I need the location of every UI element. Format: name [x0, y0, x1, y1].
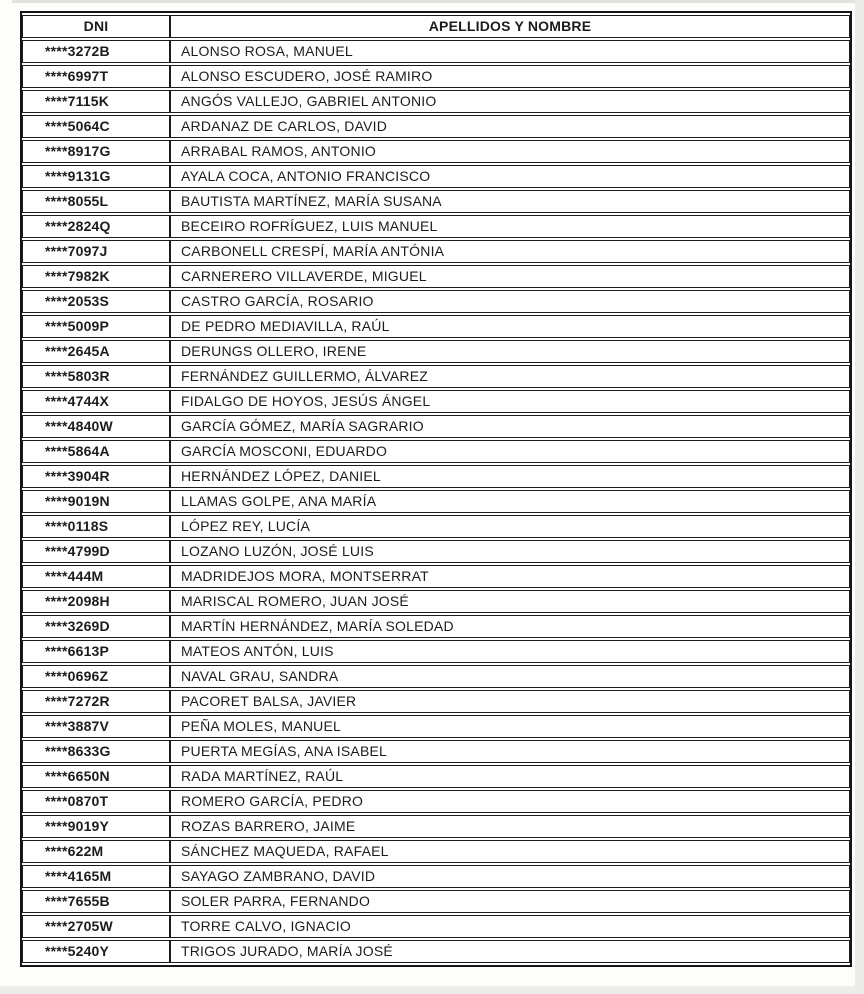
name-cell: ROZAS BARRERO, JAIME	[170, 815, 850, 838]
dni-cell: ****5064C	[22, 115, 170, 138]
name-cell: MARTÍN HERNÁNDEZ, MARÍA SOLEDAD	[170, 615, 850, 638]
dni-cell: ****3272B	[22, 40, 170, 63]
dni-cell: ****4165M	[22, 865, 170, 888]
name-cell: MATEOS ANTÓN, LUIS	[170, 640, 850, 663]
name-cell: SÁNCHEZ MAQUEDA, RAFAEL	[170, 840, 850, 863]
name-cell: AYALA COCA, ANTONIO FRANCISCO	[170, 165, 850, 188]
table-row	[22, 940, 850, 963]
dni-cell: ****3269D	[22, 615, 170, 638]
dni-cell: ****622M	[22, 840, 170, 863]
table-row	[22, 90, 850, 113]
dni-cell: ****0118S	[22, 515, 170, 538]
dni-cell: ****6997T	[22, 65, 170, 88]
dni-cell: ****9019Y	[22, 815, 170, 838]
name-cell: ALONSO ESCUDERO, JOSÉ RAMIRO	[170, 65, 850, 88]
dni-cell: ****9131G	[22, 165, 170, 188]
table-row	[22, 215, 850, 238]
table-row	[22, 190, 850, 213]
table-row	[22, 365, 850, 388]
dni-cell: ****9019N	[22, 490, 170, 513]
table-row	[22, 540, 850, 563]
column-header-apellidos-y-nombre: APELLIDOS Y NOMBRE	[170, 15, 850, 38]
dni-cell: ****2645A	[22, 340, 170, 363]
name-cell: BECEIRO ROFRÍGUEZ, LUIS MANUEL	[170, 215, 850, 238]
table-row	[22, 615, 850, 638]
name-cell: LÓPEZ REY, LUCÍA	[170, 515, 850, 538]
dni-cell: ****7115K	[22, 90, 170, 113]
name-cell: HERNÁNDEZ LÓPEZ, DANIEL	[170, 465, 850, 488]
dni-cell: ****7982K	[22, 265, 170, 288]
name-cell: PACORET BALSA, JAVIER	[170, 690, 850, 713]
dni-cell: ****2705W	[22, 915, 170, 938]
name-cell: LOZANO LUZÓN, JOSÉ LUIS	[170, 540, 850, 563]
dni-cell: ****8917G	[22, 140, 170, 163]
table-row	[22, 640, 850, 663]
dni-cell: ****4744X	[22, 390, 170, 413]
dni-cell: ****8633G	[22, 740, 170, 763]
name-cell: NAVAL GRAU, SANDRA	[170, 665, 850, 688]
dni-cell: ****5864A	[22, 440, 170, 463]
scan-edge-bottom	[0, 986, 864, 994]
name-cell: SOLER PARRA, FERNANDO	[170, 890, 850, 913]
table-row	[22, 765, 850, 788]
name-cell: LLAMAS GOLPE, ANA MARÍA	[170, 490, 850, 513]
table-row	[22, 565, 850, 588]
dni-cell: ****5803R	[22, 365, 170, 388]
name-cell: DE PEDRO MEDIAVILLA, RAÚL	[170, 315, 850, 338]
table-row	[22, 440, 850, 463]
table-row	[22, 40, 850, 63]
table-row	[22, 390, 850, 413]
table-body	[22, 40, 850, 963]
dni-cell: ****7655B	[22, 890, 170, 913]
table-row	[22, 465, 850, 488]
table-row	[22, 590, 850, 613]
table-row	[22, 340, 850, 363]
dni-cell: ****6650N	[22, 765, 170, 788]
dni-cell: ****6613P	[22, 640, 170, 663]
column-header-dni: DNI	[22, 15, 170, 38]
dni-cell: ****0870T	[22, 790, 170, 813]
header-row	[22, 15, 850, 38]
table-row	[22, 715, 850, 738]
table-row	[22, 915, 850, 938]
name-cell: ALONSO ROSA, MANUEL	[170, 40, 850, 63]
dni-cell: ****444M	[22, 565, 170, 588]
table-row	[22, 690, 850, 713]
table-row	[22, 165, 850, 188]
dni-cell: ****2098H	[22, 590, 170, 613]
dni-cell: ****2824Q	[22, 215, 170, 238]
name-cell: DERUNGS OLLERO, IRENE	[170, 340, 850, 363]
dni-roster-table	[20, 11, 852, 967]
name-cell: GARCÍA MOSCONI, EDUARDO	[170, 440, 850, 463]
dni-cell: ****2053S	[22, 290, 170, 313]
table-row	[22, 315, 850, 338]
dni-cell: ****5009P	[22, 315, 170, 338]
name-cell: CARBONELL CRESPÍ, MARÍA ANTÓNIA	[170, 240, 850, 263]
name-cell: ROMERO GARCÍA, PEDRO	[170, 790, 850, 813]
dni-cell: ****8055L	[22, 190, 170, 213]
name-cell: FIDALGO DE HOYOS, JESÚS ÁNGEL	[170, 390, 850, 413]
name-cell: MARISCAL ROMERO, JUAN JOSÉ	[170, 590, 850, 613]
dni-cell: ****4840W	[22, 415, 170, 438]
dni-cell: ****3887V	[22, 715, 170, 738]
table-row	[22, 65, 850, 88]
table-row	[22, 665, 850, 688]
table-row	[22, 865, 850, 888]
scan-edge-top	[12, 0, 864, 3]
table-row	[22, 890, 850, 913]
name-cell: CARNERERO VILLAVERDE, MIGUEL	[170, 265, 850, 288]
name-cell: MADRIDEJOS MORA, MONTSERRAT	[170, 565, 850, 588]
table-row	[22, 240, 850, 263]
table-row	[22, 740, 850, 763]
name-cell: ARDANAZ DE CARLOS, DAVID	[170, 115, 850, 138]
table-row	[22, 140, 850, 163]
name-cell: GARCÍA GÓMEZ, MARÍA SAGRARIO	[170, 415, 850, 438]
table-row	[22, 265, 850, 288]
dni-cell: ****3904R	[22, 465, 170, 488]
name-cell: SAYAGO ZAMBRANO, DAVID	[170, 865, 850, 888]
dni-cell: ****4799D	[22, 540, 170, 563]
table-row	[22, 815, 850, 838]
name-cell: ANGÓS VALLEJO, GABRIEL ANTONIO	[170, 90, 850, 113]
name-cell: CASTRO GARCÍA, ROSARIO	[170, 290, 850, 313]
table-row	[22, 515, 850, 538]
table-row	[22, 115, 850, 138]
scan-edge-right	[855, 0, 864, 994]
name-cell: PEÑA MOLES, MANUEL	[170, 715, 850, 738]
name-cell: BAUTISTA MARTÍNEZ, MARÍA SUSANA	[170, 190, 850, 213]
dni-cell: ****7097J	[22, 240, 170, 263]
name-cell: TRIGOS JURADO, MARÍA JOSÉ	[170, 940, 850, 963]
dni-cell: ****5240Y	[22, 940, 170, 963]
name-cell: TORRE CALVO, IGNACIO	[170, 915, 850, 938]
name-cell: PUERTA MEGÍAS, ANA ISABEL	[170, 740, 850, 763]
table-row	[22, 290, 850, 313]
table-row	[22, 415, 850, 438]
name-cell: RADA MARTÍNEZ, RAÚL	[170, 765, 850, 788]
dni-cell: ****0696Z	[22, 665, 170, 688]
table-row	[22, 790, 850, 813]
table-row	[22, 490, 850, 513]
dni-cell: ****7272R	[22, 690, 170, 713]
name-cell: FERNÁNDEZ GUILLERMO, ÁLVAREZ	[170, 365, 850, 388]
table-row	[22, 840, 850, 863]
name-cell: ARRABAL RAMOS, ANTONIO	[170, 140, 850, 163]
